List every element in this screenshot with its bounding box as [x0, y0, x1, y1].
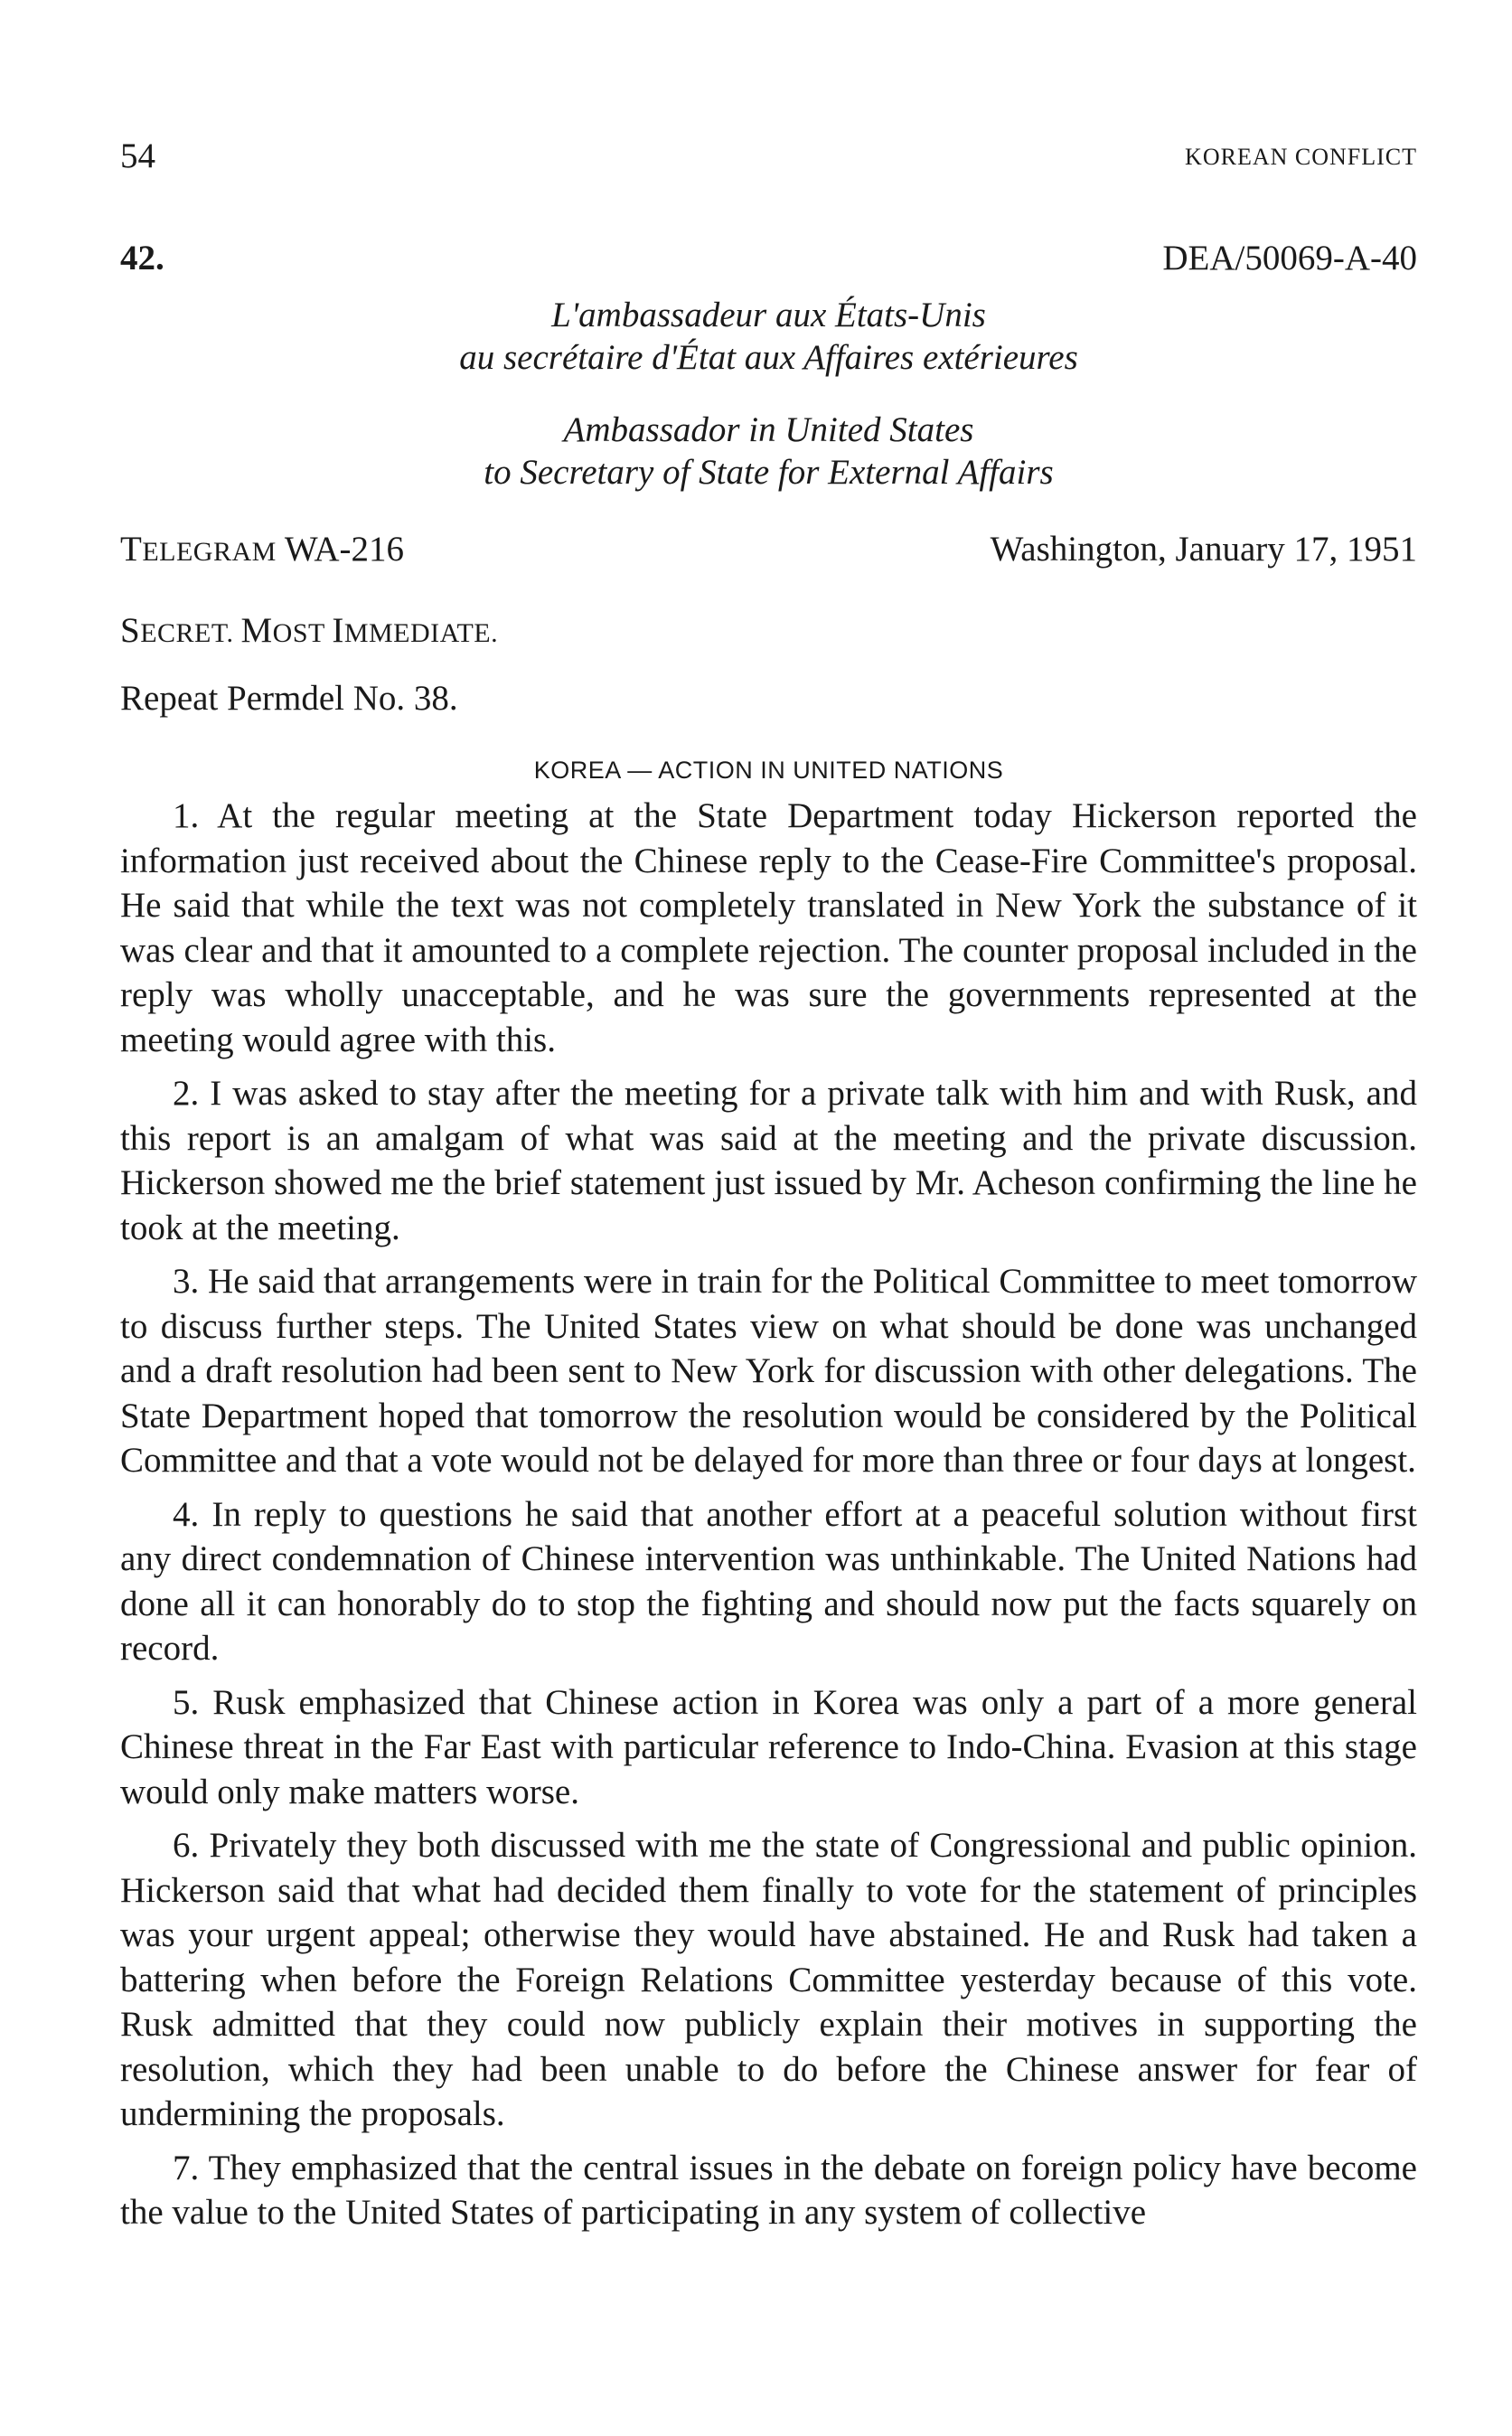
file-reference: DEA/50069-A-40 — [1162, 239, 1417, 277]
running-head — [120, 134, 1417, 179]
paragraph-2: 2. I was asked to stay after the meeting for a private talk with him and with Rusk, and this report is an amalgam of what was said at the meeting and the private discussion. Hickerson showed me the brief statement just issued by Mr. Acheson confirming the line he took at the meeting. — [120, 1074, 1417, 1247]
title-french-line-2: au secrétaire d'État aux Affaires extérieures — [459, 338, 1078, 377]
paragraph-5: 5. Rusk emphasized that Chinese action in Korea was only a part of a more general Chinese threat in the Far East with particular reference to Indo-China. Evasion at this stage would only make matters worse. — [120, 1682, 1417, 1811]
telegram-label: TELEGRAM — [120, 530, 277, 569]
repeat-line: Repeat Permdel No. 38. — [120, 679, 458, 718]
document-number: 42. — [120, 239, 164, 277]
title-english-line-1: Ambassador in United States — [563, 410, 974, 449]
paragraph-3: 3. He said that arrangements were in train for the Political Committee to meet tomorrow to discuss further steps. The United States view on what should be done was unchanged and a draft resolution had been sent to New York for discussion with other delegations. The State Department hoped that tomorrow the resolution would be considered by the Political Committee and that a vote would not be delayed for more than three or four days at longest. — [120, 1262, 1417, 1480]
paragraph-6: 6. Privately they both discussed with me the state of Congressional and public opinion. Hickerson said that what had decided them finally to vote for the statement of principles was your urgent appeal; otherwise they would have abstained. He and Rusk had taken a battering when before the Foreign Relations Committee yesterday because of this vote. Rusk admitted that they could now publicly explain their motives in supporting the resolution, which they had been unable to do before the Chinese answer for fear of undermining the proposals. — [120, 1826, 1417, 2133]
classification — [120, 606, 498, 659]
telegram-line — [120, 524, 1417, 575]
document-page — [120, 0, 1417, 2436]
document-header — [120, 233, 1417, 287]
title-french-line-1: L'ambassadeur aux États-Unis — [551, 296, 986, 334]
subject-heading: KOREA — ACTION IN UNITED NATIONS — [533, 757, 1004, 784]
running-title: KOREAN CONFLICT — [1185, 144, 1417, 170]
document-titles — [120, 294, 1417, 494]
telegram-id — [120, 524, 404, 578]
title-english-line-2: to Secretary of State for External Affairs — [484, 453, 1054, 492]
document-body — [120, 794, 1417, 2244]
telegram-code: WA-216 — [284, 530, 405, 569]
paragraph-7: 7. They emphasized that the central issues in the debate on foreign policy have become the value to the United States of participating in any system of collective — [120, 2148, 1417, 2232]
paragraph-1: 1. At the regular meeting at the State Department today Hickerson reported the information just received about the Chinese reply to the Cease-Fire Committee's proposal. He said that while the text was not completely translated in New York the substance of it was clear and that it amounted to a complete rejection. The counter proposal included in the reply was wholly unacceptable, and he was sure the governments represented at the meeting would agree with this. — [120, 796, 1417, 1059]
place-and-date: Washington, January 17, 1951 — [990, 530, 1417, 569]
classification-text: SECRET. MOST IMMEDIATE. — [120, 611, 499, 650]
paragraph-4: 4. In reply to questions he said that another effort at a peaceful solution without first any direct condemnation of Chinese intervention was unthinkable. The United Nations had done all it can honorably do to stop the fighting and should now put the facts squarely on record. — [120, 1494, 1417, 1668]
page-number: 54 — [120, 136, 155, 175]
